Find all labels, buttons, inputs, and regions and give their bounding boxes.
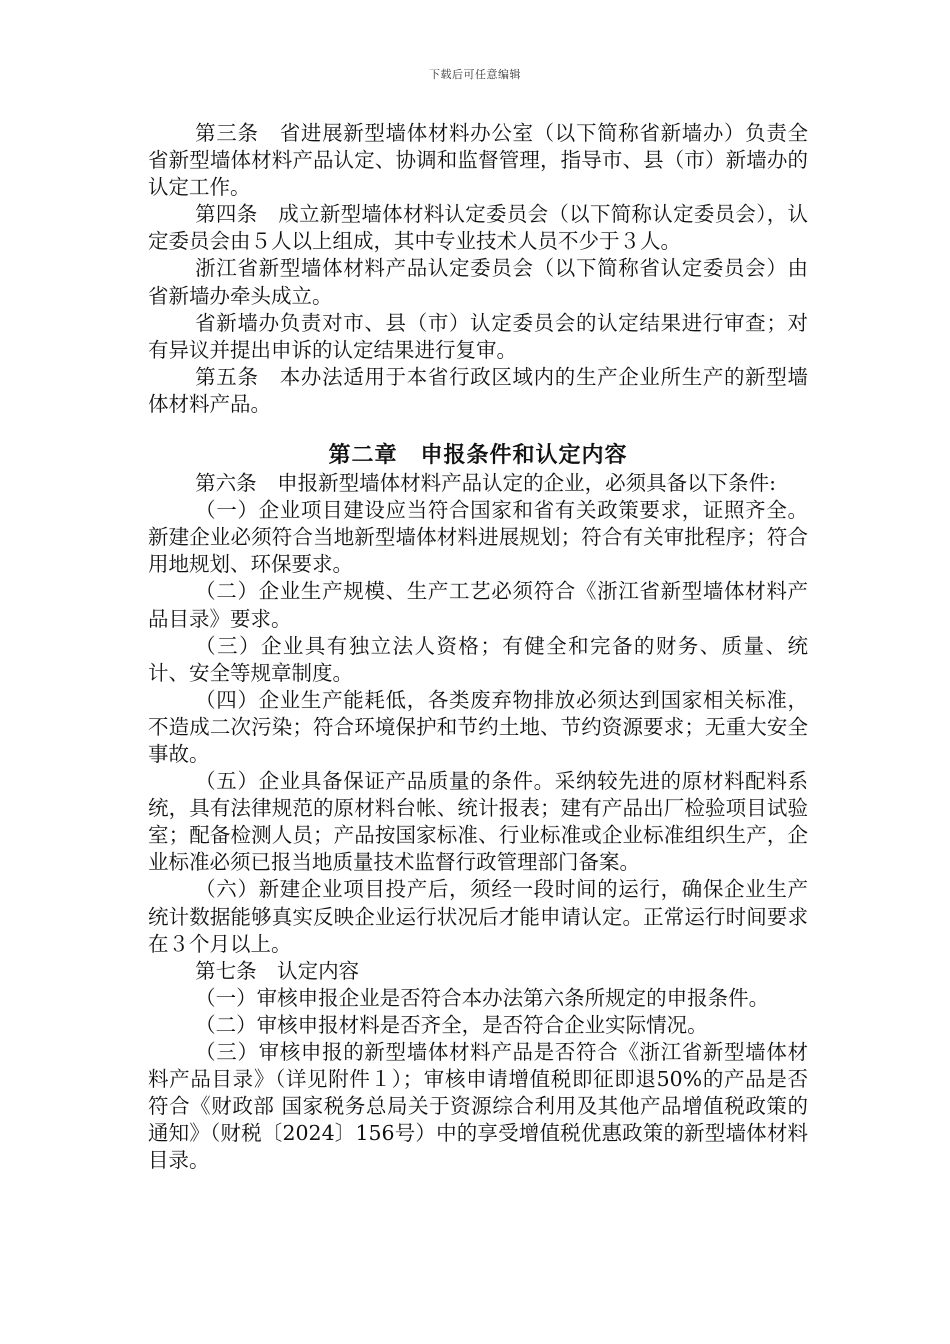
page-header-note: 下载后可任意编辑 [429, 68, 521, 81]
article-6-item-4: （四）企业生产能耗低，各类废弃物排放必须达到国家相关标准，不造成二次污染；符合环境保护和节约土地、节约资源要求；无重大安全事故。 [148, 687, 808, 766]
document-body [148, 120, 808, 1174]
article-6-item-6: （六）新建企业项目投产后，须经一段时间的运行，确保企业生产统计数据能够真实反映企业运行状况后才能申请认定。正常运行时间要求在３个月以上。 [148, 877, 808, 956]
article-4-para-3: 省新墙办负责对市、县（市）认定委员会的认定结果进行审查；对有异议并提出申诉的认定结果进行复审。 [148, 310, 808, 362]
article-6-item-3: （三）企业具有独立法人资格；有健全和完备的财务、质量、统计、安全等规章制度。 [148, 633, 808, 685]
article-3: 第三条 省进展新型墙体材料办公室（以下简称省新墙办）负责全省新型墙体材料产品认定、协调和监督管理，指导市、县（市）新墙办的认定工作。 [148, 121, 808, 200]
article-4: 第四条 成立新型墙体材料认定委员会（以下简称认定委员会），认定委员会由５人以上组成，其中专业技术人员不少于３人。 [148, 202, 808, 254]
article-6-item-1: （一）企业项目建设应当符合国家和省有关政策要求，证照齐全。新建企业必须符合当地新型墙体材料进展规划；符合有关审批程序；符合用地规划、环保要求。 [148, 498, 808, 577]
article-7: 第七条 认定内容 [195, 958, 360, 983]
article-6-item-2: （二）企业生产规模、生产工艺必须符合《浙江省新型墙体材料产品目录》要求。 [148, 579, 808, 631]
article-6: 第六条 申报新型墙体材料产品认定的企业，必须具备以下条件: [195, 471, 777, 496]
article-7-item-1: （一）审核申报企业是否符合本办法第六条所规定的申报条件。 [195, 985, 770, 1010]
article-4-para-2: 浙江省新型墙体材料产品认定委员会（以下简称省认定委员会）由省新墙办牵头成立。 [148, 256, 808, 308]
article-5: 第五条 本办法适用于本省行政区域内的生产企业所生产的新型墙体材料产品。 [148, 364, 808, 416]
article-6-item-5: （五）企业具备保证产品质量的条件。采纳较先进的原材料配料系统，具有法律规范的原材料台帐、统计报表；建有产品出厂检验项目试验室；配备检测人员；产品按国家标准、行业标准或企业标准组织生产，企业标准必须已报当地质量技术监督行政管理部门备案。 [148, 769, 808, 875]
article-7-item-3: （三）审核申报的新型墙体材料产品是否符合《浙江省新型墙体材料产品目录》（详见附件１）；审核申请增值税即征即退50%的产品是否符合《财政部 国家税务总局关于资源综合利用及其他产品增值税政策的通知》（财税〔2024〕156号）中的享受增值税优惠政策的新型墙体材料目录。 [148, 1040, 808, 1173]
article-7-item-2: （二）审核申报材料是否齐全，是否符合企业实际情况。 [195, 1012, 708, 1037]
chapter-title: 第二章 申报条件和认定内容 [328, 442, 628, 469]
